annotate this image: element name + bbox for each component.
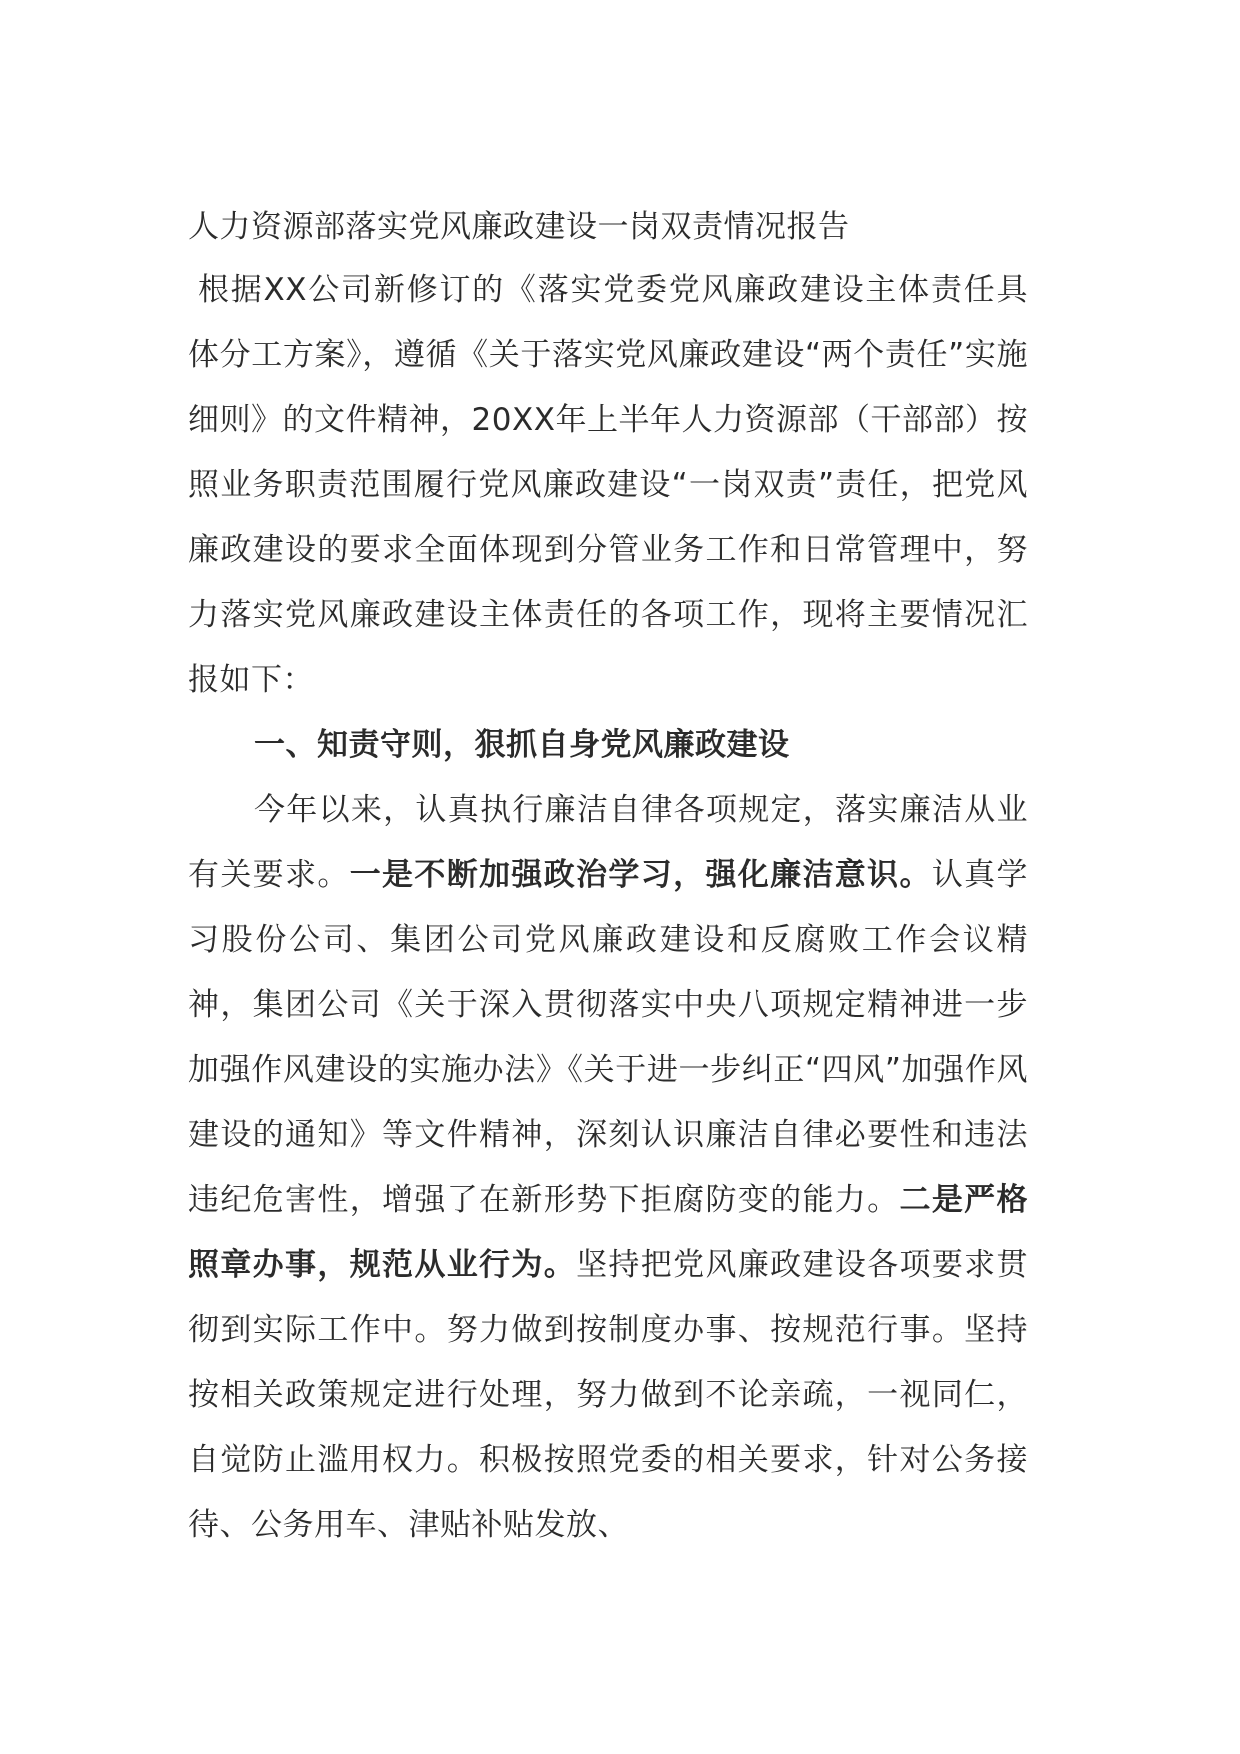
section-1-point-2: 二是严格照章办事，规范从业行为。 — [188, 1182, 1029, 1283]
section-1-paragraph — [188, 778, 1028, 1558]
document-body — [188, 258, 1028, 1558]
section-1-text-c: 坚持把党风廉政建设各项要求贯彻到实际工作中。努力做到按制度办事、按规范行事。坚持按相关政策规定进行处理，努力做到不论亲疏，一视同仁，自觉防止滥用权力。积极按照党委的相关要求，针对公务接待、公务用车、津贴补贴发放、 — [188, 1247, 1029, 1543]
section-heading-1: 一、知责守则，狠抓自身党风廉政建设 — [254, 727, 790, 763]
section-1-text-b: 认真学习股份公司、集团公司党风廉政建设和反腐败工作会议精神，集团公司《关于深入贯彻落实中央八项规定精神进一步加强作风建设的实施办法》《关于进一步纠正“四风”加强作风建设的通知》等文件精神，深刻认识廉洁自律必要性和违法违纪危害性，增强了在新形势下拒腐防变的能力。 — [188, 857, 1029, 1218]
section-1-text-a: 今年以来，认真执行廉洁自律各项规定，落实廉洁从业有关要求。 — [188, 792, 1028, 893]
document-page — [188, 0, 1028, 1754]
document-title: 人力资源部落实党风廉政建设一岗双责情况报告 — [188, 209, 850, 245]
intro-paragraph: 根据XX公司新修订的《落实党委党风廉政建设主体责任具体分工方案》，遵循《关于落实党风廉政建设“两个责任”实施细则》的文件精神，20XX年上半年人力资源部（干部部）按照业务职责范围履行党风廉政建设“一岗双责”责任，把党风廉政建设的要求全面体现到分管业务工作和日常管理中，努力落实党风廉政建设主体责任的各项工作，现将主要情况汇报如下： — [188, 272, 1028, 698]
section-1-point-1: 一是不断加强政治学习，强化廉洁意识。 — [349, 857, 932, 893]
